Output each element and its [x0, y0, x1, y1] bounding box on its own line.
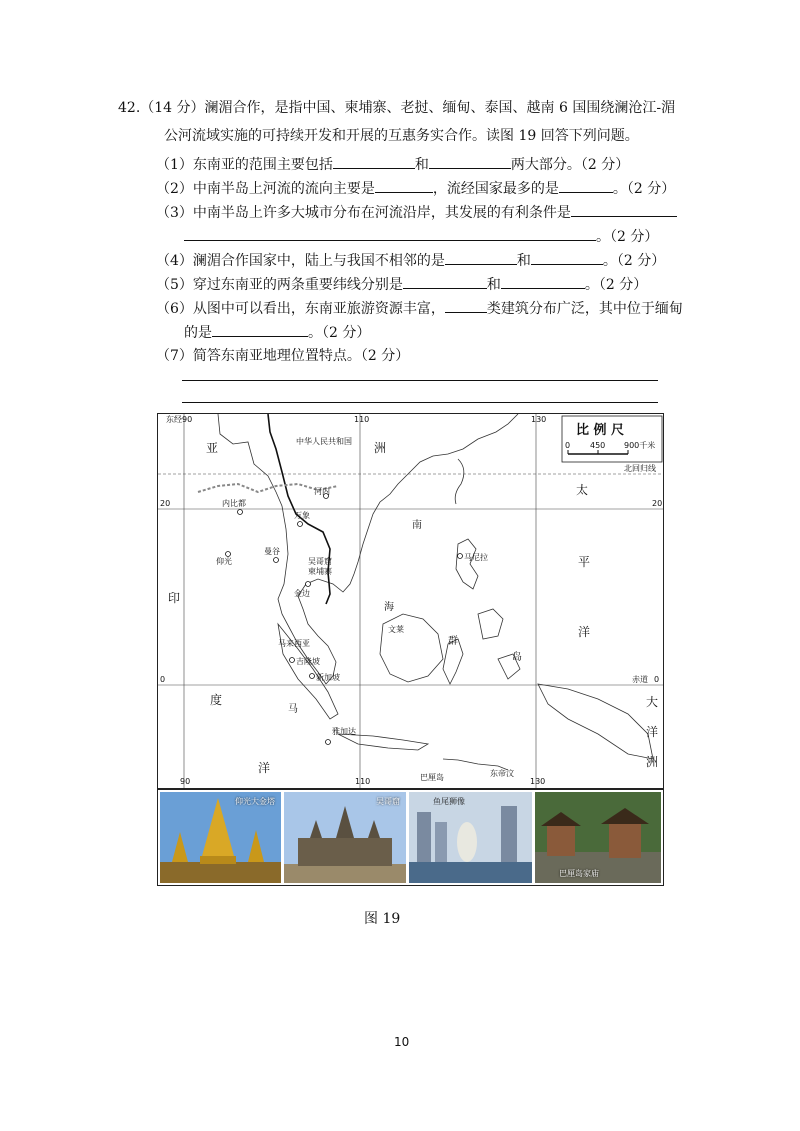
region-label: 平	[578, 555, 591, 569]
answer-blank[interactable]	[429, 152, 511, 169]
photo-caption: 仰光大金塔	[235, 797, 275, 806]
page-number: 10	[394, 1035, 410, 1049]
sub-question-6-cont: 的是 。（2 分）	[184, 320, 370, 345]
city-label: 雅加达	[332, 727, 356, 736]
region-label: 太	[576, 483, 589, 497]
scale-tick: 900千米	[624, 441, 656, 450]
city-label: 文莱	[388, 625, 404, 634]
sub-question-4: （4）澜湄合作国家中，陆上与我国不相邻的是 和 。（2 分）	[156, 248, 665, 273]
region-label: 洲	[374, 441, 387, 455]
luzon	[456, 539, 478, 589]
answer-line[interactable]	[182, 380, 658, 381]
merlion-picture	[409, 792, 532, 883]
sub-question-1: （1）东南亚的范围主要包括 和 两大部分。（2 分）	[156, 152, 629, 177]
region-label: 洋	[258, 761, 271, 775]
answer-blank[interactable]	[375, 176, 433, 193]
region-label: 中华人民共和国	[296, 437, 352, 446]
photo-shwedagon	[160, 792, 281, 883]
photo-caption: 鱼尾狮像	[433, 797, 465, 806]
sea-label: 海	[384, 602, 394, 613]
answer-blank[interactable]	[559, 176, 613, 193]
map-canvas	[158, 414, 663, 788]
lon-label-top: 东经90	[166, 415, 193, 424]
city-label: 巴厘岛	[420, 773, 444, 782]
lat-label-right: 0	[654, 675, 660, 684]
region-label: 度	[210, 693, 223, 707]
answer-blank[interactable]	[531, 248, 603, 265]
answer-blank[interactable]	[445, 296, 487, 313]
photo-caption: 吴哥窟	[376, 797, 400, 806]
graticule	[158, 414, 663, 788]
sub-question-7: （7）简答东南亚地理位置特点。（2 分）	[156, 348, 410, 364]
question-head: 42.（14 分）澜湄合作，是指中国、柬埔寨、老挝、缅甸、泰国、越南 6 国围绕澜沧江-湄	[118, 100, 676, 116]
city-label: 河内	[314, 487, 330, 496]
sub-question-6: （6）从图中可以看出，东南亚旅游资源丰富， 类建筑分布广泛，其中位于缅甸	[156, 296, 683, 321]
sub-question-2: （2）中南半岛上河流的流向主要是 ，流经国家最多的是 。（2 分）	[156, 176, 675, 201]
answer-blank[interactable]	[445, 248, 517, 265]
city-label: 新加坡	[316, 673, 340, 682]
photo-strip	[157, 789, 664, 886]
photo-caption: 巴厘岛家庙	[559, 869, 599, 878]
city-label: 东帝汶	[490, 769, 514, 778]
scale-title: 比 例 尺	[576, 423, 625, 438]
photo-bali	[535, 792, 661, 883]
region-label: 洲	[646, 755, 659, 769]
lon-label-bottom: 110	[355, 777, 371, 786]
region-label: 马来西亚	[278, 639, 310, 648]
city-label: 马尼拉	[464, 553, 488, 562]
answer-blank[interactable]	[184, 224, 596, 241]
region-label: 洋	[578, 625, 591, 639]
lat-label-left: 0	[160, 675, 166, 684]
city-label: 金边	[294, 589, 310, 598]
answer-blank[interactable]	[501, 272, 585, 289]
region-label: 洋	[646, 725, 659, 739]
equator-label: 赤道	[632, 675, 648, 684]
sub-question-5: （5）穿过东南亚的两条重要纬线分别是 和 。（2 分）	[156, 272, 647, 297]
lat-label-left: 20	[160, 499, 171, 508]
city-label: 万象	[294, 511, 310, 520]
coastlines	[218, 414, 656, 770]
region-label: 马	[288, 704, 298, 715]
sea-label: 南	[412, 520, 422, 531]
answer-blank[interactable]	[333, 152, 415, 169]
tropic-label: 北回归线	[624, 464, 656, 473]
photo-merlion	[409, 792, 532, 883]
city-label: 吉隆坡	[296, 657, 320, 666]
city-label: 曼谷	[264, 547, 280, 556]
lat-label-right: 20	[652, 499, 663, 508]
southeast-asia-map	[157, 413, 664, 789]
lon-label-top: 110	[354, 415, 370, 424]
answer-line[interactable]	[182, 402, 658, 403]
city-label: 仰光	[216, 557, 232, 566]
region-label: 群	[448, 636, 458, 647]
answer-blank[interactable]	[212, 320, 308, 337]
city-label: 柬埔寨	[308, 567, 332, 576]
city-label: 吴哥窟	[308, 557, 332, 566]
scale-tick: 450	[590, 441, 606, 450]
photo-angkor	[284, 792, 406, 883]
city-markers	[226, 494, 463, 745]
lon-label-bottom: 90	[180, 777, 191, 786]
sub-question-3: （3）中南半岛上许多大城市分布在河流沿岸，其发展的有利条件是	[156, 200, 677, 225]
region-label: 印	[168, 591, 181, 605]
region-label: 大	[646, 695, 659, 709]
scale-box	[562, 416, 662, 462]
indochina-china-coast	[298, 414, 518, 684]
new-guinea	[538, 684, 653, 759]
lon-label-top: 130	[531, 415, 547, 424]
region-label: 亚	[206, 441, 219, 455]
java	[338, 734, 428, 750]
taiwan	[455, 459, 464, 504]
answer-blank[interactable]	[571, 200, 677, 217]
mindanao	[478, 609, 503, 639]
city-label: 内比都	[222, 499, 246, 508]
sub-question-3-cont: 。（2 分）	[184, 224, 658, 249]
question-head-cont: 公河流域实施的可持续开发和开展的互惠务实合作。读图 19 回答下列问题。	[164, 128, 639, 144]
answer-blank[interactable]	[403, 272, 487, 289]
scale-tick: 0	[565, 441, 571, 450]
figure-label: 图 19	[364, 911, 401, 927]
lon-label-bottom: 130	[530, 777, 546, 786]
region-label: 岛	[512, 652, 522, 663]
